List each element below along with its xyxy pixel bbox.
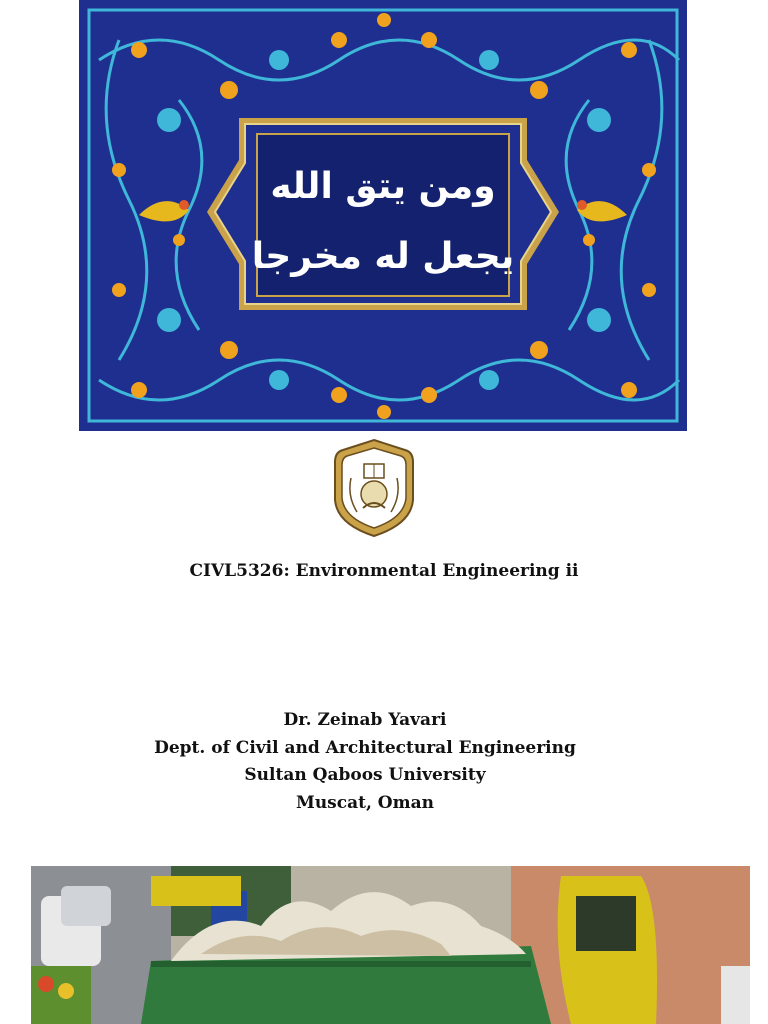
course-title: CIVL5326: Environmental Engineering ii xyxy=(189,561,579,581)
calligraphy-line-2: يجعل له مخرجا xyxy=(251,236,515,277)
author-location: Muscat, Oman xyxy=(296,792,434,813)
garbage-dumpster-street-photo xyxy=(31,866,750,1024)
author-department: Dept. of Civil and Architectural Engineering xyxy=(154,737,576,758)
author-name: Dr. Zeinab Yavari xyxy=(283,710,447,730)
university-seal xyxy=(333,438,415,538)
calligraphy-line-1: ومن يتق الله xyxy=(270,166,496,207)
author-university: Sultan Qaboos University xyxy=(244,765,486,785)
islamic-tile-calligraphy-icon xyxy=(79,0,687,431)
calligraphy-banner xyxy=(79,0,687,431)
author-block xyxy=(0,707,730,817)
university-seal-icon xyxy=(333,438,415,538)
garbage-photo xyxy=(31,866,750,1024)
